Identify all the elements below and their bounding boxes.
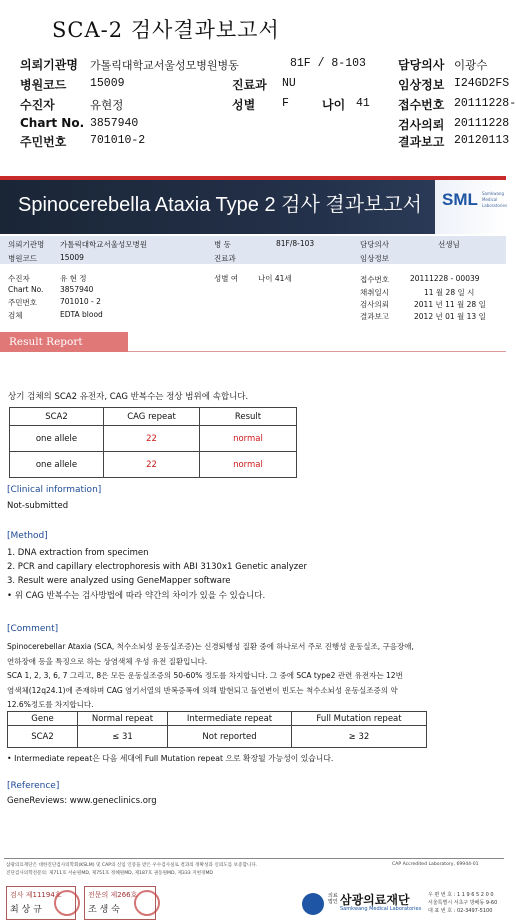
comment-body: [7, 640, 414, 713]
info-value: 성별 여: [214, 274, 239, 283]
reference-text: GeneReviews: www.geneclinics.org: [7, 796, 157, 806]
sml-logo-sub: Samkwang Medical Laboratories: [482, 191, 508, 208]
info-value: 3857940: [60, 285, 94, 294]
table-row: [8, 726, 427, 748]
foundation-logo-icon: [302, 893, 324, 915]
reference-heading: [Reference]: [7, 781, 60, 791]
value-department: NU: [282, 77, 296, 90]
footer-specialists: 진단검사의학전문의: 제711호 서순원MD, 제751호 정혜원MD, 제187호 권동원MD, 제333 지현경MD: [6, 871, 213, 876]
result-cell: 22: [104, 452, 200, 478]
result-report-rule: [128, 351, 506, 352]
gene-cell: ≤ 31: [78, 726, 168, 748]
label-department: 진료과: [232, 78, 267, 92]
gene-cell: SCA2: [8, 726, 78, 748]
gene-header: Gene: [8, 712, 78, 726]
info-value: 가톨릭대학교서울성모병원: [60, 240, 147, 249]
result-header: Result: [200, 408, 297, 426]
result-cell: normal: [200, 426, 297, 452]
footer-address: 서울특별시 서초구 방배동 9-60: [428, 900, 498, 906]
info-label: 병 동: [214, 240, 231, 249]
label-doctor: 담당의사: [398, 58, 445, 72]
clinical-heading: [Clinical information]: [7, 485, 102, 495]
method-item: 2. PCR and capillary electrophoresis with ABI 3130x1 Genetic analyzer: [7, 562, 307, 572]
value-chart-no: 3857940: [90, 117, 139, 130]
gene-header: Full Mutation repeat: [292, 712, 427, 726]
footer-divider: [4, 858, 504, 859]
gene-table: [7, 711, 427, 748]
result-cell: 22: [104, 426, 200, 452]
info-value: 2011 년 11 월 28 일: [414, 300, 486, 309]
value-request-date: 20111228: [454, 117, 510, 130]
info-label: 주민번호: [8, 298, 37, 307]
label-receipt-no: 접수번호: [398, 98, 445, 112]
info-label: 임상정보: [360, 254, 389, 263]
label-patient: 수진자: [20, 98, 55, 112]
footer-accreditation: 삼광의료재단은 대한진단검사의학회(KSLM) 및 CAP의 신임 인증을 받은 우수검사실로 결과의 정확성과 신뢰도를 보증합니다.: [6, 863, 258, 868]
info-label: 담당의사: [360, 240, 389, 249]
value-sex: F: [282, 97, 289, 110]
value-doctor: 이광수: [454, 58, 488, 72]
foundation-prefix: 의료법인: [328, 893, 338, 905]
gene-cell: ≥ 32: [292, 726, 427, 748]
info-label: 검체: [8, 311, 23, 320]
info-label: 결과보고: [360, 312, 389, 321]
value-receipt-no: 20111228-: [454, 97, 516, 110]
foundation-sub: Samkwang Medical Laboratories: [340, 906, 422, 912]
info-label: 의뢰기관명: [8, 240, 45, 249]
info-value: 701010 - 2: [60, 297, 101, 306]
result-table: [9, 407, 297, 478]
method-item: 3. Result were analyzed using GeneMapper software: [7, 576, 231, 586]
result-report-label: Result Report: [9, 336, 83, 348]
result-cell: normal: [200, 452, 297, 478]
gene-header: Intermediate repeat: [168, 712, 292, 726]
info-value: 20111228 - 00039: [410, 274, 480, 283]
label-resident-no: 주민번호: [20, 135, 67, 149]
value-ward: 81F / 8-103: [290, 57, 366, 70]
label-request-date: 검사의뢰: [398, 118, 445, 132]
info-label: 진료과: [214, 254, 236, 263]
seal-icon: [54, 890, 80, 916]
table-row: [10, 452, 297, 478]
seal-icon: [134, 890, 160, 916]
stamp-specialist-name: 조 생 숙: [88, 905, 120, 915]
info-value: 2012 년 01 월 13 일: [414, 312, 486, 321]
value-hospital-code: 15009: [90, 77, 125, 90]
label-clinical-info: 임상정보: [398, 78, 445, 92]
sml-logo: SML: [442, 190, 478, 209]
comment-heading: [Comment]: [7, 624, 59, 634]
comment-line: 염색체(12q24.1)에 존재하며 CAG 염기서열의 반복증폭에 의해 발현되고 돌연변이 빈도는 척수소뇌성 운동실조증의 약: [7, 685, 398, 695]
banner-title: Spinocerebella Ataxia Type 2 검사 결과보고서: [18, 194, 422, 216]
banner-edge: [0, 176, 506, 180]
info-value: EDTA blood: [60, 310, 103, 319]
label-chart-no: Chart No.: [20, 116, 85, 130]
value-report-date: 20120113: [454, 134, 510, 147]
info-value: 15009: [60, 253, 84, 262]
method-note: • 위 CAG 반복수는 검사방법에 따라 약간의 차이가 있을 수 있습니다.: [7, 591, 266, 601]
label-hospital-code: 병원코드: [20, 78, 67, 92]
comment-line: SCA 1, 2, 3, 6, 7 그리고, 8은 모든 운동실조증의 50-60% 정도를 차지합니다. 그 중에 SCA type2 관련 유전자는 12번: [7, 671, 403, 680]
table-row: [10, 426, 297, 452]
result-cell: one allele: [10, 452, 104, 478]
value-clinical-info: I24GD2FS: [454, 77, 510, 90]
result-header: CAG repeat: [104, 408, 200, 426]
info-value: 유 현 정: [60, 274, 87, 283]
method-item: 1. DNA extraction from specimen: [7, 548, 149, 558]
value-patient: 유현정: [90, 98, 124, 112]
label-age: 나이: [322, 98, 346, 112]
result-summary: 상기 검체의 SCA2 유전자, CAG 반복수는 정상 범위에 속합니다.: [8, 392, 249, 402]
method-heading: [Method]: [7, 531, 48, 541]
info-label: 수진자: [8, 274, 30, 283]
clinical-text: Not-submitted: [7, 501, 69, 511]
result-cell: one allele: [10, 426, 104, 452]
stamp-examiner-no: 검사 제11194호: [10, 891, 62, 899]
footer-phone: 대 표 번 호 : 02-3497-5100: [428, 908, 493, 914]
info-label: 채취일시: [360, 288, 389, 297]
label-institution: 의뢰기관명: [20, 58, 78, 72]
label-report-date: 결과보고: [398, 135, 445, 149]
value-age: 41: [356, 97, 370, 110]
info-label: 검사의뢰: [360, 300, 389, 309]
value-resident-no: 701010-2: [90, 134, 146, 147]
info-label: 병원코드: [8, 254, 37, 263]
footer-cap: CAP Accredited Laboratory, 69944-01: [392, 862, 479, 867]
result-header: SCA2: [10, 408, 104, 426]
stamp-specialist-no: 전문의 제266호: [88, 891, 138, 899]
info-value: 나이 41세: [258, 274, 292, 283]
info-value: 11 월 28 일 시: [424, 288, 475, 297]
label-sex: 성별: [232, 98, 256, 112]
gene-cell: Not reported: [168, 726, 292, 748]
info-value: 선생님: [438, 240, 460, 249]
info-label: 접수번호: [360, 275, 389, 284]
footer-postal: 우 편 번 호 : 1 1 9 6 5 2 0 0: [428, 892, 494, 898]
page-title: SCA-2 검사결과보고서: [52, 18, 280, 42]
gene-header: Normal repeat: [78, 712, 168, 726]
comment-line: 연하장애 등을 특징으로 하는 상염색체 우성 유전 질환입니다.: [7, 656, 208, 666]
comment-line: Spinocerebellar Ataxia (SCA, 척수소뇌성 운동실조증)는 신경퇴행성 질환 중에 하나로서 주로 진행성 운동실조, 구음장애,: [7, 642, 414, 651]
foundation-name: 삼광의료재단: [340, 893, 410, 907]
info-value: 81F/8-103: [276, 239, 315, 248]
value-institution: 가톨릭대학교서울성모병원병동: [90, 59, 239, 72]
comment-line: 12.6%정도를 차지합니다.: [7, 700, 94, 709]
stamp-examiner-name: 최 상 규: [10, 905, 42, 915]
info-label: Chart No.: [8, 285, 44, 294]
gene-note: • Intermediate repeat은 다음 세대에 Full Mutation repeat 으로 확장될 가능성이 있습니다.: [7, 754, 334, 763]
